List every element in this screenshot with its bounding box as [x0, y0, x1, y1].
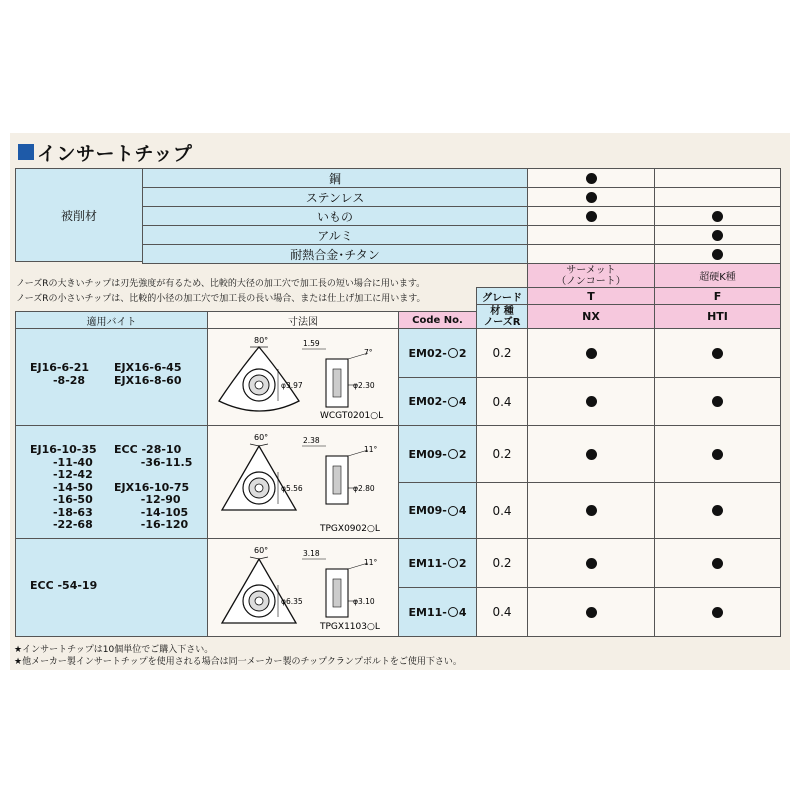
code-suffix: 4 [458, 395, 467, 408]
code-prefix: EM11- [408, 556, 447, 570]
code-suffix: 2 [458, 447, 467, 461]
material-row-name: いもの [142, 206, 528, 226]
nose-radius-cell: 0.4 [476, 587, 528, 637]
dimension-cell [207, 328, 399, 426]
hole-diameter-label: φ2.80 [353, 483, 375, 493]
nx-availability-cell [527, 425, 655, 483]
outer-diameter-label: φ5.56 [281, 483, 303, 493]
nx-availability-cell [527, 538, 655, 588]
nose-radius-cell: 0.2 [476, 328, 528, 378]
code-placeholder-circle-icon [448, 449, 458, 459]
code-cell [398, 482, 477, 539]
material-row-name: アルミ [142, 225, 528, 245]
nose-radius-cell: 0.2 [476, 425, 528, 483]
clearance-angle-label: 11° [364, 557, 378, 567]
grade-carbide-code: F [654, 287, 781, 305]
available-dot-icon [712, 348, 723, 359]
bite-list-right: EJX16-6-45 EJX16-8-60 [114, 361, 182, 387]
outer-diameter-label: φ3.97 [281, 380, 303, 390]
insert-dimension-drawing [208, 426, 398, 539]
code-cell [398, 587, 477, 637]
code-prefix: EM09- [408, 504, 447, 517]
thickness-label: 2.38 [303, 435, 320, 445]
compatible-dot-icon [712, 249, 723, 260]
available-dot-icon [586, 607, 597, 618]
material-label: 被削材 [15, 168, 143, 262]
hti-availability-cell [654, 377, 781, 426]
compatible-dot-icon [712, 211, 723, 222]
note-large-nose: ノーズRの大きいチップは刃先強度が有るため、比較的大径の加工穴で加工長の短い場合に用います。 [16, 279, 426, 289]
hti-availability-cell [654, 425, 781, 483]
hti-availability-cell [654, 482, 781, 539]
hti-availability-cell [654, 538, 781, 588]
grade-cermet-header: サーメット （ノンコート） [527, 263, 655, 288]
code-cell [398, 425, 477, 483]
available-dot-icon [586, 449, 597, 460]
nose-radius-cell: 0.2 [476, 538, 528, 588]
hti-availability-cell [654, 587, 781, 637]
thickness-label: 1.59 [303, 338, 320, 348]
outer-diameter-label: φ6.35 [281, 596, 303, 606]
available-dot-icon [712, 396, 723, 407]
insert-dimension-drawing [208, 539, 398, 637]
dimension-cell [207, 538, 399, 637]
title-square-icon [18, 144, 34, 160]
code-placeholder-circle-icon [448, 397, 458, 407]
material-row-nx-cell [527, 168, 655, 188]
available-dot-icon [712, 558, 723, 569]
material-row-name: ステンレス [142, 187, 528, 207]
material-row-hti-cell [654, 187, 781, 207]
available-dot-icon [586, 348, 597, 359]
code-placeholder-circle-icon [448, 607, 458, 617]
code-suffix: 4 [458, 504, 467, 517]
material-row-hti-cell [654, 225, 781, 245]
dimension-cell [207, 425, 399, 539]
material-row-name: 鋼 [142, 168, 528, 188]
note-other-maker: ★他メーカー製インサートチップを使用される場合は同一メーカー製のチップクランプボルトをご使用下さい。 [14, 657, 462, 667]
header-bite: 適用バイト [15, 311, 208, 329]
insert-model-label: TPGX1103○L [320, 621, 380, 632]
code-suffix: 2 [458, 346, 467, 360]
header-dimension: 寸法図 [207, 311, 399, 329]
compatible-dot-icon [586, 211, 597, 222]
header-nx: NX [527, 304, 655, 329]
available-dot-icon [712, 449, 723, 460]
material-row-nx-cell [527, 206, 655, 226]
code-prefix: EM02- [408, 395, 447, 408]
grade-label: グレード [476, 287, 528, 305]
compatible-dot-icon [586, 192, 597, 203]
bite-list-left: ECC -54-19 [30, 579, 98, 592]
material-row-hti-cell [654, 244, 781, 264]
thickness-label: 3.18 [303, 548, 320, 558]
header-hti: HTI [654, 304, 781, 329]
hole-diameter-label: φ3.10 [353, 596, 375, 606]
hti-availability-cell [654, 328, 781, 378]
bite-list-left: EJ16-6-21 -8-28 [30, 361, 90, 387]
header-material-label: 材 種 [490, 305, 514, 317]
grade-cermet-code: T [527, 287, 655, 305]
available-dot-icon [586, 396, 597, 407]
title-text: インサートチップ [37, 142, 193, 165]
available-dot-icon [586, 505, 597, 516]
nx-availability-cell [527, 377, 655, 426]
code-suffix: 2 [458, 556, 467, 570]
material-row-nx-cell [527, 244, 655, 264]
available-dot-icon [586, 558, 597, 569]
code-prefix: EM11- [408, 605, 447, 619]
note-small-nose: ノーズRの小さいチップは、比較的小径の加工穴で加工長の長い場合、または仕上げ加工に用います。 [16, 294, 426, 304]
code-placeholder-circle-icon [448, 348, 458, 358]
code-prefix: EM02- [408, 346, 447, 360]
compatible-dot-icon [712, 230, 723, 241]
hole-diameter-label: φ2.30 [353, 380, 375, 390]
available-dot-icon [712, 607, 723, 618]
clearance-angle-label: 7° [364, 347, 373, 357]
compatible-dot-icon [586, 173, 597, 184]
nose-radius-cell: 0.4 [476, 482, 528, 539]
angle-label: 80° [254, 335, 269, 345]
insert-model-label: WCGT0201○L [320, 410, 384, 421]
nx-availability-cell [527, 587, 655, 637]
section-title [18, 141, 192, 163]
code-cell [398, 328, 477, 378]
insert-model-label: TPGX0902○L [320, 523, 380, 534]
note-purchase-unit: ★インサートチップは10個単位でご購入下さい。 [14, 645, 214, 655]
angle-label: 60° [254, 432, 269, 442]
insert-dimension-drawing [208, 329, 398, 426]
nx-availability-cell [527, 482, 655, 539]
material-row-nx-cell [527, 225, 655, 245]
header-material-nose [476, 304, 528, 329]
material-row-name: 耐熱合金･チタン [142, 244, 528, 264]
bite-list-left: EJ16-10-35 -11-40 -12-42 -14-50 -16-50 -18-63 -22-68 [30, 443, 97, 531]
material-row-nx-cell [527, 187, 655, 207]
nose-radius-cell: 0.4 [476, 377, 528, 426]
code-suffix: 4 [458, 605, 467, 619]
bite-list-right: ECC -28-10 -36-11.5 EJX16-10-75 -12-90 -14-105 -16-120 [114, 443, 193, 531]
angle-label: 60° [254, 545, 269, 555]
code-prefix: EM09- [408, 447, 447, 461]
available-dot-icon [712, 505, 723, 516]
code-placeholder-circle-icon [448, 558, 458, 568]
header-code: Code No. [398, 311, 477, 329]
grade-carbide-header: 超硬K種 [654, 263, 781, 288]
code-placeholder-circle-icon [448, 506, 458, 516]
header-nose-label: ノーズR [483, 316, 521, 328]
code-cell [398, 377, 477, 426]
code-cell [398, 538, 477, 588]
material-row-hti-cell [654, 206, 781, 226]
clearance-angle-label: 11° [364, 444, 378, 454]
material-row-hti-cell [654, 168, 781, 188]
nx-availability-cell [527, 328, 655, 378]
